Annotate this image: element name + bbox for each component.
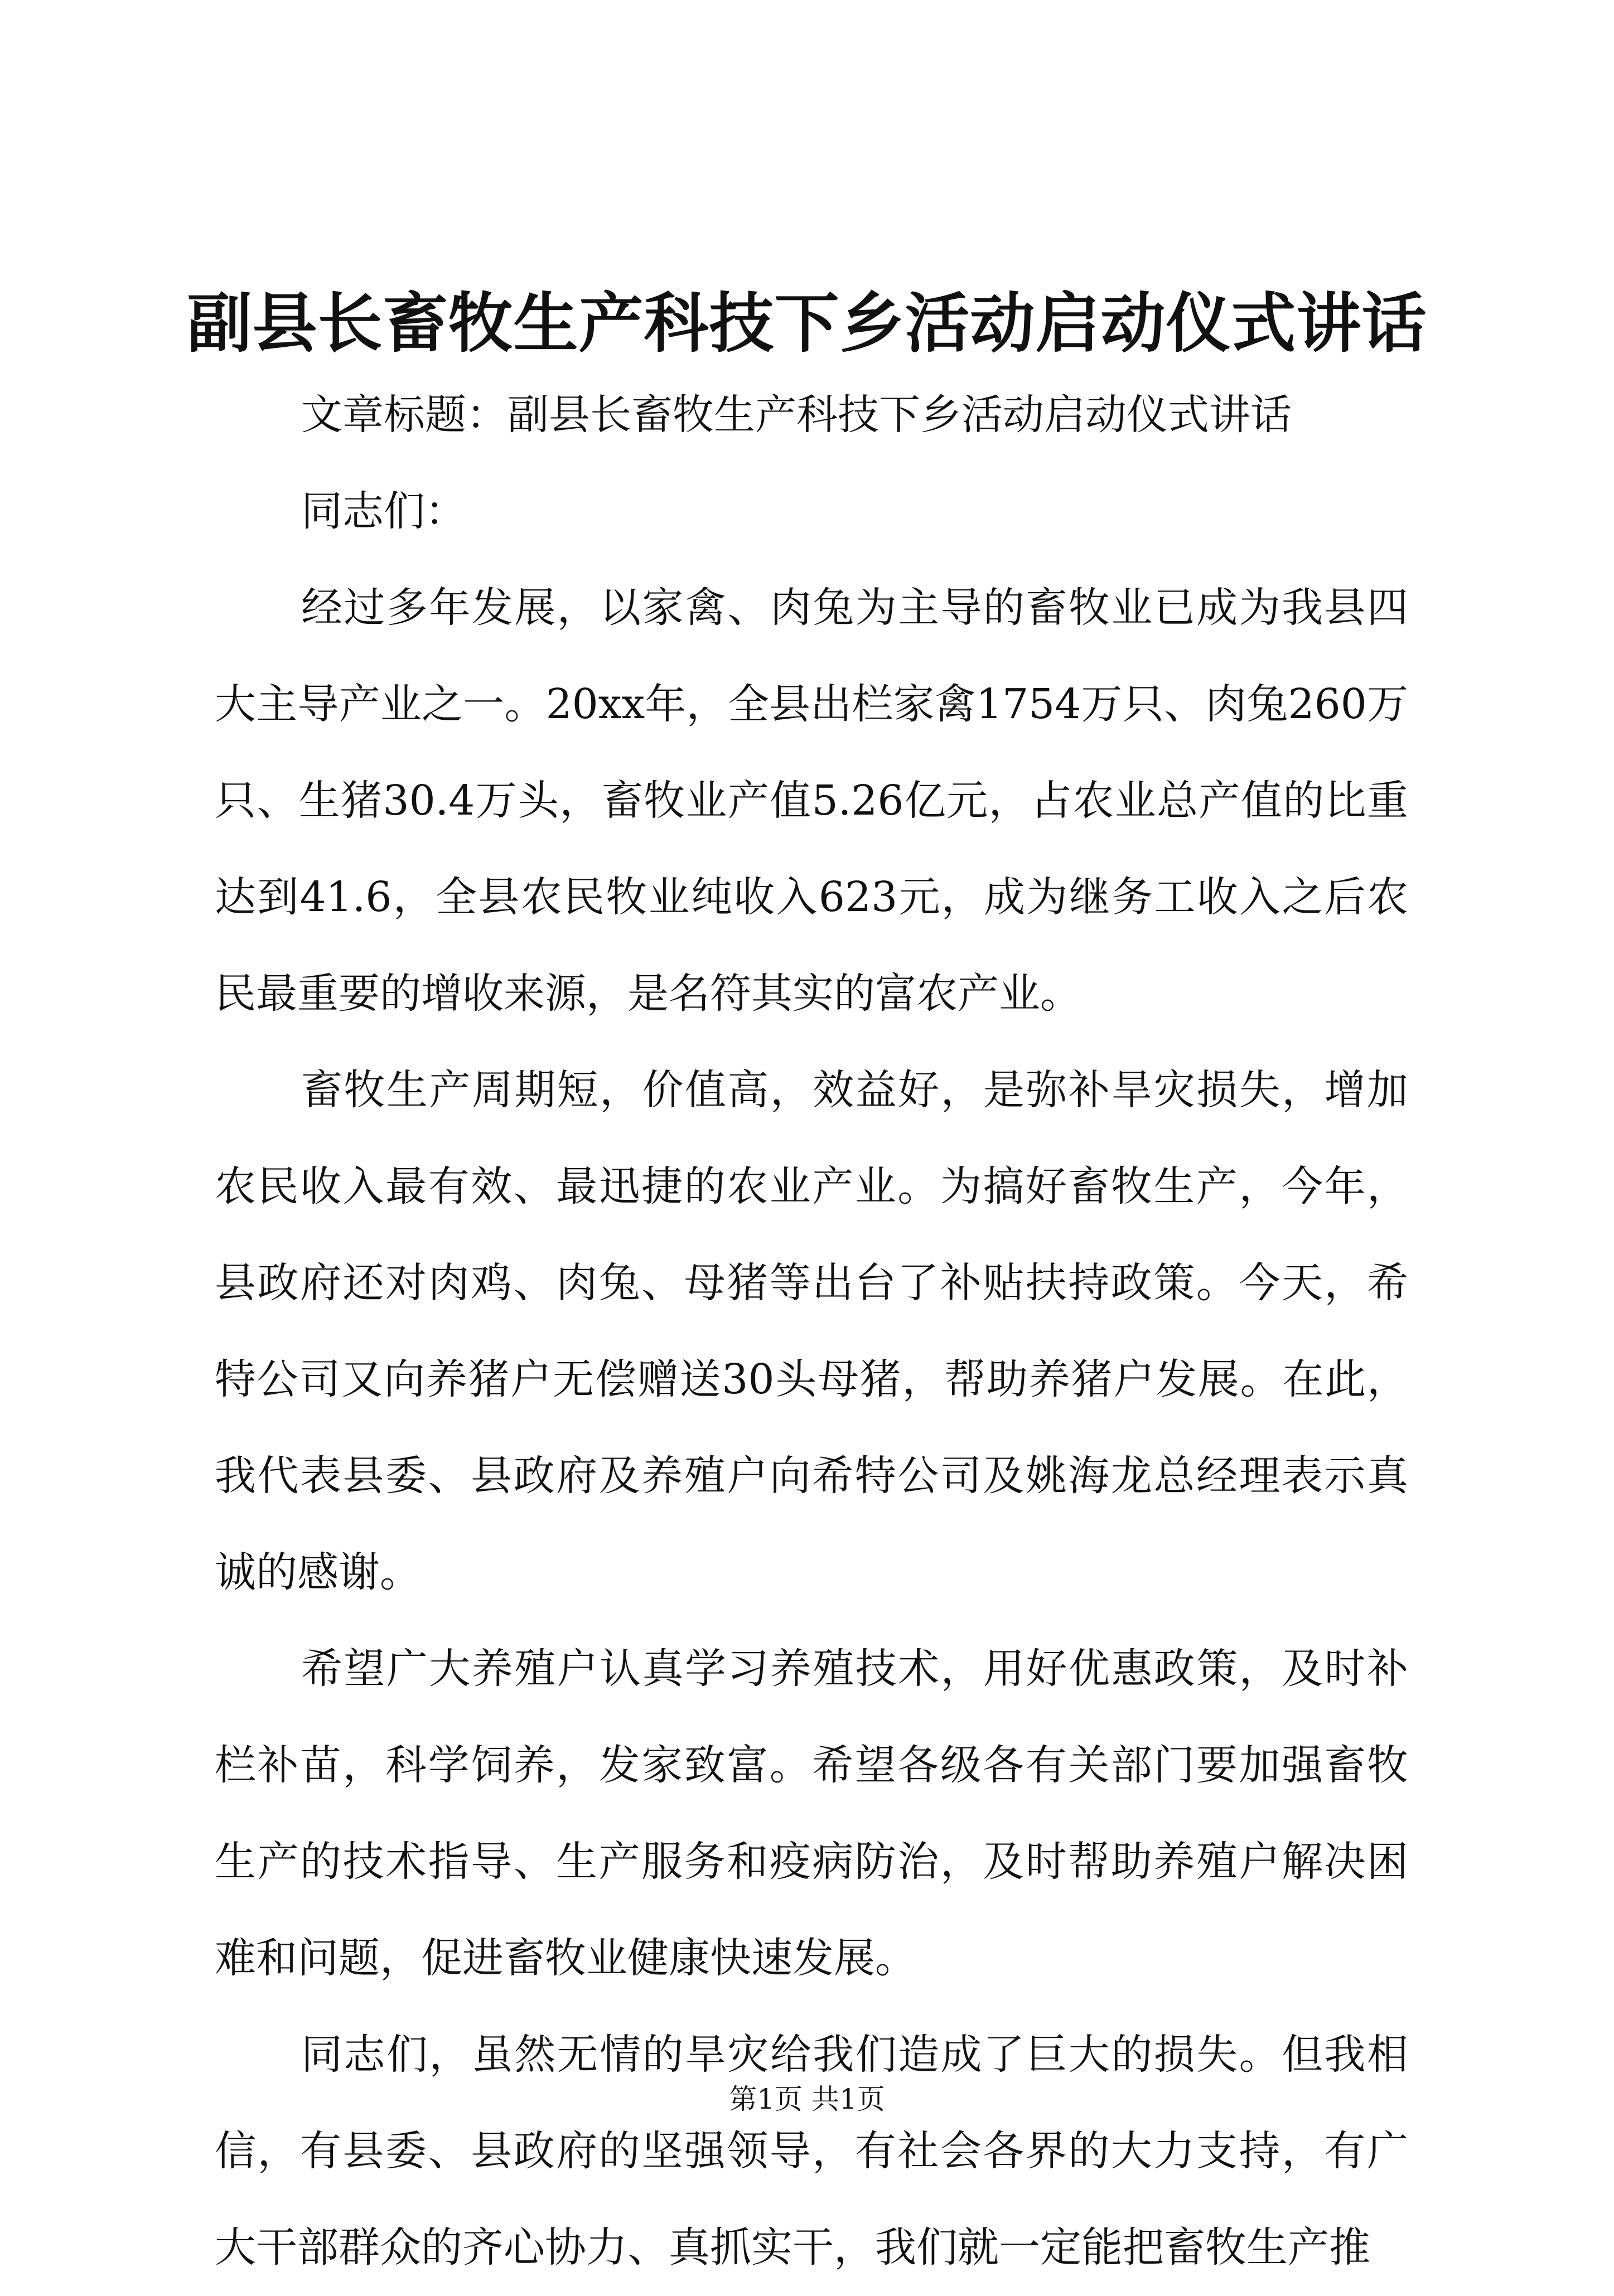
paragraph-closing: 同志们，虽然无情的旱灾给我们造成了巨大的损失。但我相信，有县委、县政府的坚强领导，有社会各界的大力支持，有广大干部群众的齐心协力、真抓实干，我们就一定能把畜牧生产推 [215, 2031, 1408, 2271]
paragraph-article-title: 文章标题：副县长畜牧生产科技下乡活动启动仪式讲话 [301, 391, 1292, 439]
document-body [215, 367, 1408, 2296]
paragraph-salutation: 同志们： [301, 487, 466, 535]
page-footer: 第1页 共1页 [729, 2083, 885, 2115]
paragraph-production: 畜牧生产周期短，价值高，效益好，是弥补旱灾损失，增加农民收入最有效、最迅捷的农业产业。为搞好畜牧生产，今年，县政府还对肉鸡、肉兔、母猪等出台了补贴扶持政策。今天，希特公司又向养猪户无偿赠送30头母猪，帮助养猪户发展。在此，我代表县委、县政府及养殖户向希特公司及姚海龙总经理表示真诚的感谢。 [215, 1066, 1408, 1596]
paragraph-development: 经过多年发展，以家禽、肉兔为主导的畜牧业已成为我县四大主导产业之一。20xx年，全县出栏家禽1754万只、肉兔260万只、生猪30.4万头，畜牧业产值5.26亿元，占农业总产值的比重达到41.6，全县农民牧业纯收入623元，成为继务工收入之后农民最重要的增收来源，是名符其实的富农产业。 [215, 584, 1408, 1018]
paragraph-hope: 希望广大养殖户认真学习养殖技术，用好优惠政策，及时补栏补苗，科学饲养，发家致富。希望各级各有关部门要加强畜牧生产的技术指导、生产服务和疫病防治，及时帮助养殖户解决困难和问题，促进畜牧业健康快速发展。 [215, 1645, 1408, 1982]
document-title: 副县长畜牧生产科技下乡活动启动仪式讲话 [187, 285, 1427, 361]
